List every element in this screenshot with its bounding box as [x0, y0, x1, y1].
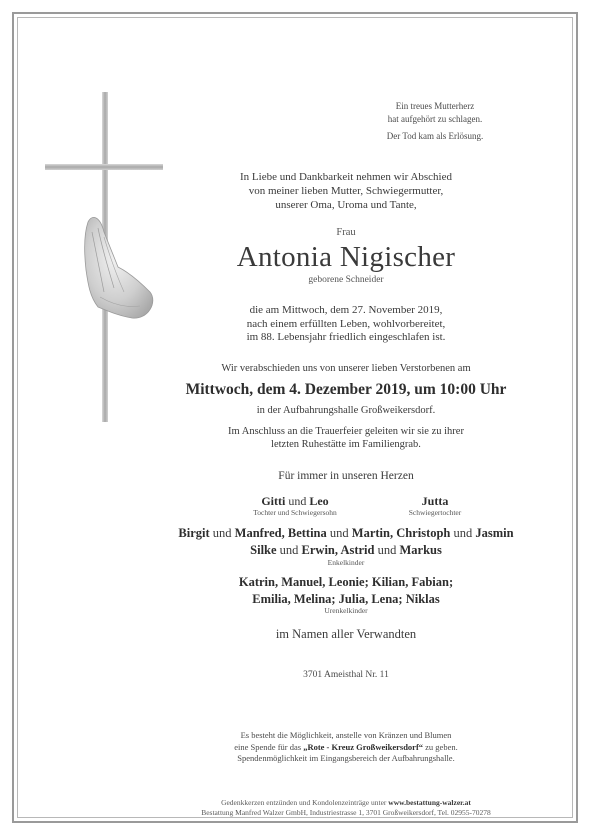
grandchildren	[140, 525, 552, 559]
grandchildren-line	[140, 525, 552, 542]
donation-text: zu geben.	[423, 741, 458, 752]
forever-line: Für immer in unseren Herzen	[278, 470, 414, 482]
footer-text: Gedenkkerzen entzünden und Kondolenzeinträge unter	[221, 798, 389, 807]
grandchild-name: Markus	[399, 543, 442, 557]
grandchildren-line	[140, 542, 552, 559]
grandchild-name: Manfred, Bettina	[234, 526, 327, 540]
burial-line: letzten Ruhestätte im Familiengrab.	[271, 439, 421, 450]
motto-line: hat aufgehört zu schlagen.	[387, 114, 483, 124]
connector: und	[326, 526, 352, 540]
death-line: die am Mittwoch, dem 27. November 2019,	[249, 304, 443, 316]
children-right	[385, 494, 485, 518]
relatives-line: im Namen aller Verwandten	[275, 627, 417, 641]
great-grandchildren	[140, 574, 552, 608]
death-line: im 88. Lebensjahr friedlich eingeschlafen ist.	[246, 331, 446, 343]
ceremony-datetime: Mittwoch, dem 4. Dezember 2019, um 10:00 Uhr	[185, 381, 507, 398]
donation-notice	[140, 730, 552, 765]
death-line: nach einem erfüllten Leben, wohlvorbereitet,	[246, 317, 446, 330]
relation-label: Enkelkinder	[327, 558, 365, 567]
grandchild-name: Erwin, Astrid	[301, 543, 375, 557]
footer	[140, 798, 552, 817]
grandchild-name: Birgit	[178, 526, 210, 540]
connector: und	[288, 494, 307, 508]
relation-label: Urenkelkinder	[324, 606, 368, 615]
burial-info	[140, 425, 552, 451]
motto-line: Ein treues Mutterherz	[395, 101, 475, 111]
connector: und	[450, 526, 476, 540]
donation-recipient: „Rote - Kreuz Großweikersdorf“	[303, 741, 424, 752]
farewell-text: Wir verabschieden uns von unserer lieben Verstorbenen am	[221, 363, 471, 374]
grandchild-name: Jasmin	[475, 526, 514, 540]
donation-text: eine Spende für das	[234, 741, 304, 752]
deceased-name: Antonia Nigischer	[236, 241, 456, 273]
motto	[340, 100, 530, 143]
death-notice	[140, 304, 552, 345]
connector: und	[209, 526, 235, 540]
footer-line: Bestattung Manfred Walzer GmbH, Industriestrasse 1, 3701 Großweikersdorf, Tel. 02955-70278	[201, 807, 491, 817]
footer-line	[140, 798, 552, 808]
ceremony-venue: in der Aufbahrungshalle Großweikersdorf.	[256, 405, 436, 416]
salutation: Frau	[336, 227, 356, 238]
burial-line: Im Anschluss an die Trauerfeier geleiten wir sie zu ihrer	[228, 426, 464, 437]
intro-line: unserer Oma, Uroma und Tante,	[275, 199, 417, 211]
great-grandchildren-line: Emilia, Melina; Julia, Lena; Niklas	[252, 592, 440, 606]
intro-text	[140, 170, 552, 212]
connector: und	[374, 543, 400, 557]
grandchild-name: Martin, Christoph	[351, 526, 451, 540]
child-name: Leo	[309, 494, 329, 508]
address: 3701 Ameisthal Nr. 11	[303, 670, 389, 680]
great-grandchildren-line: Katrin, Manuel, Leonie; Kilian, Fabian;	[238, 575, 454, 589]
relation-label: Tochter und Schwiegersohn	[253, 508, 337, 517]
intro-line: von meiner lieben Mutter, Schwiegermutter,	[248, 185, 444, 197]
website-link[interactable]: www.bestattung-walzer.at	[388, 798, 471, 807]
birth-name: geborene Schneider	[308, 275, 384, 285]
donation-line: Spendenmöglichkeit im Eingangsbereich der Aufbahrungshalle.	[237, 753, 455, 763]
grandchild-name: Silke	[250, 543, 277, 557]
child-name: Jutta	[421, 494, 449, 508]
relation-label: Schwiegertochter	[408, 508, 462, 517]
connector: und	[276, 543, 302, 557]
children-left	[225, 494, 365, 518]
donation-line: Es besteht die Möglichkeit, anstelle von Kränzen und Blumen	[240, 730, 452, 740]
motto-line: Der Tod kam als Erlösung.	[386, 131, 484, 141]
child-name: Gitti	[261, 494, 286, 508]
intro-line: In Liebe und Dankbarkeit nehmen wir Abschied	[240, 171, 452, 183]
donation-line	[140, 742, 552, 754]
